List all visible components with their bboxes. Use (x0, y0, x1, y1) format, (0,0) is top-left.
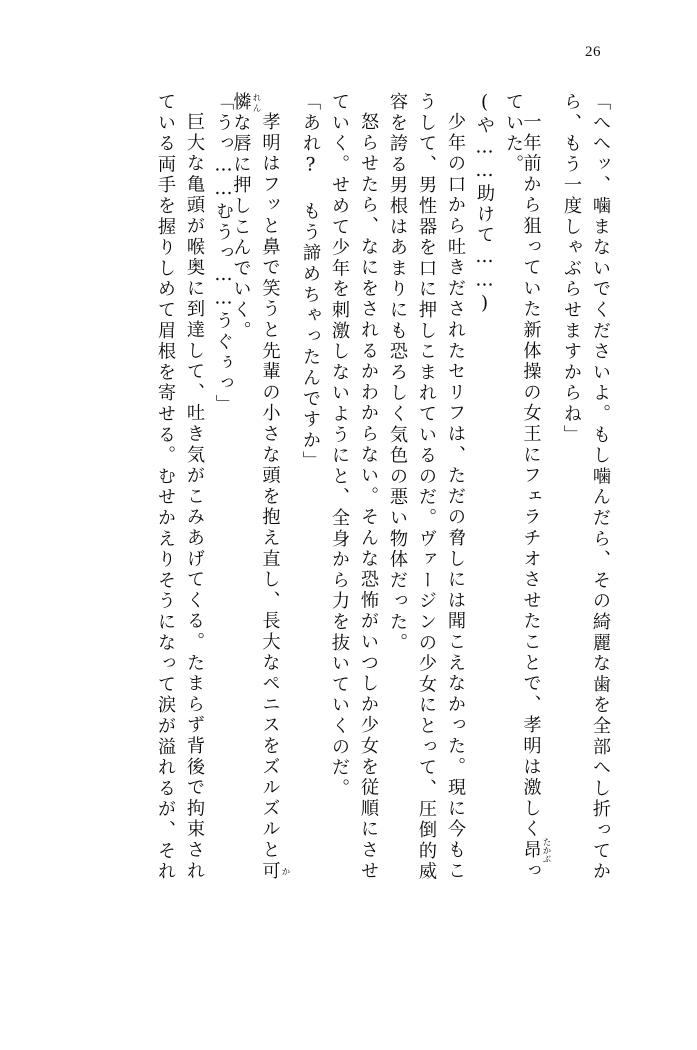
ruby-annotation: 可 か (259, 860, 290, 882)
page-number: 26 (585, 44, 601, 60)
text-line: ていた。 (503, 92, 524, 176)
text-line: 巨大な亀頭が喉奥に到達して、吐き気がこみあげてくる。たまらず背後で拘束され (184, 112, 205, 882)
vertical-text-body (60, 92, 609, 1006)
text-line: ている両手を握りしめて眉根を寄せる。むせかえりそうになって涙が溢れるが、それ (155, 92, 176, 883)
text-line: うして、男性器を口に押しこまれているのだ。ヴァージンの少女にとって、圧倒的威 (416, 92, 437, 883)
text-line (522, 92, 551, 1006)
ruby-annotation: 憐 れん (230, 92, 261, 113)
text-line: 容を誇る男根はあまりにも恐ろしく気色の悪い物体だった。 (387, 92, 408, 654)
text-line: 「うっ……むうっ……うぐぅっ」 (213, 92, 234, 416)
text-line: 「あれ? もう諦めちゃったんですか」 (300, 92, 321, 472)
text-line: 「へへッ、噛まないでくださいよ。もし噛んだら、その綺麗な歯を全部へし折ってか (590, 92, 611, 883)
text-line: 少年の口から吐きだされたセリフは、ただの脅しには聞こえなかった。現に今もこ (445, 112, 466, 882)
text-line: 孝明はフッと鼻で笑うと先輩の小さな頭を抱え直し、長大なペニスをズルズルと可 か (259, 112, 290, 882)
text-line: (や……助けて……) (474, 92, 495, 317)
text-line: 怒らせたら、なにをされるかわからない。そんな恐怖がいつしか少女を従順にさせ (358, 112, 379, 882)
text-line: 憐 れんな唇に押しこんでいく。 (230, 92, 261, 342)
text-line: ら、もう一度しゃぶらせますからね」 (561, 92, 582, 446)
text-line-segment: 一年前から狙っていた新体操の女王にフェラチオさせたことで、孝明は激しく昂 たかぶっ (520, 112, 551, 882)
text-line: ていく。せめて少年を刺激しないようにと、全身から力を抜いていくのだ。 (329, 92, 350, 800)
ruby-annotation: 昂 たかぶ (520, 837, 551, 864)
